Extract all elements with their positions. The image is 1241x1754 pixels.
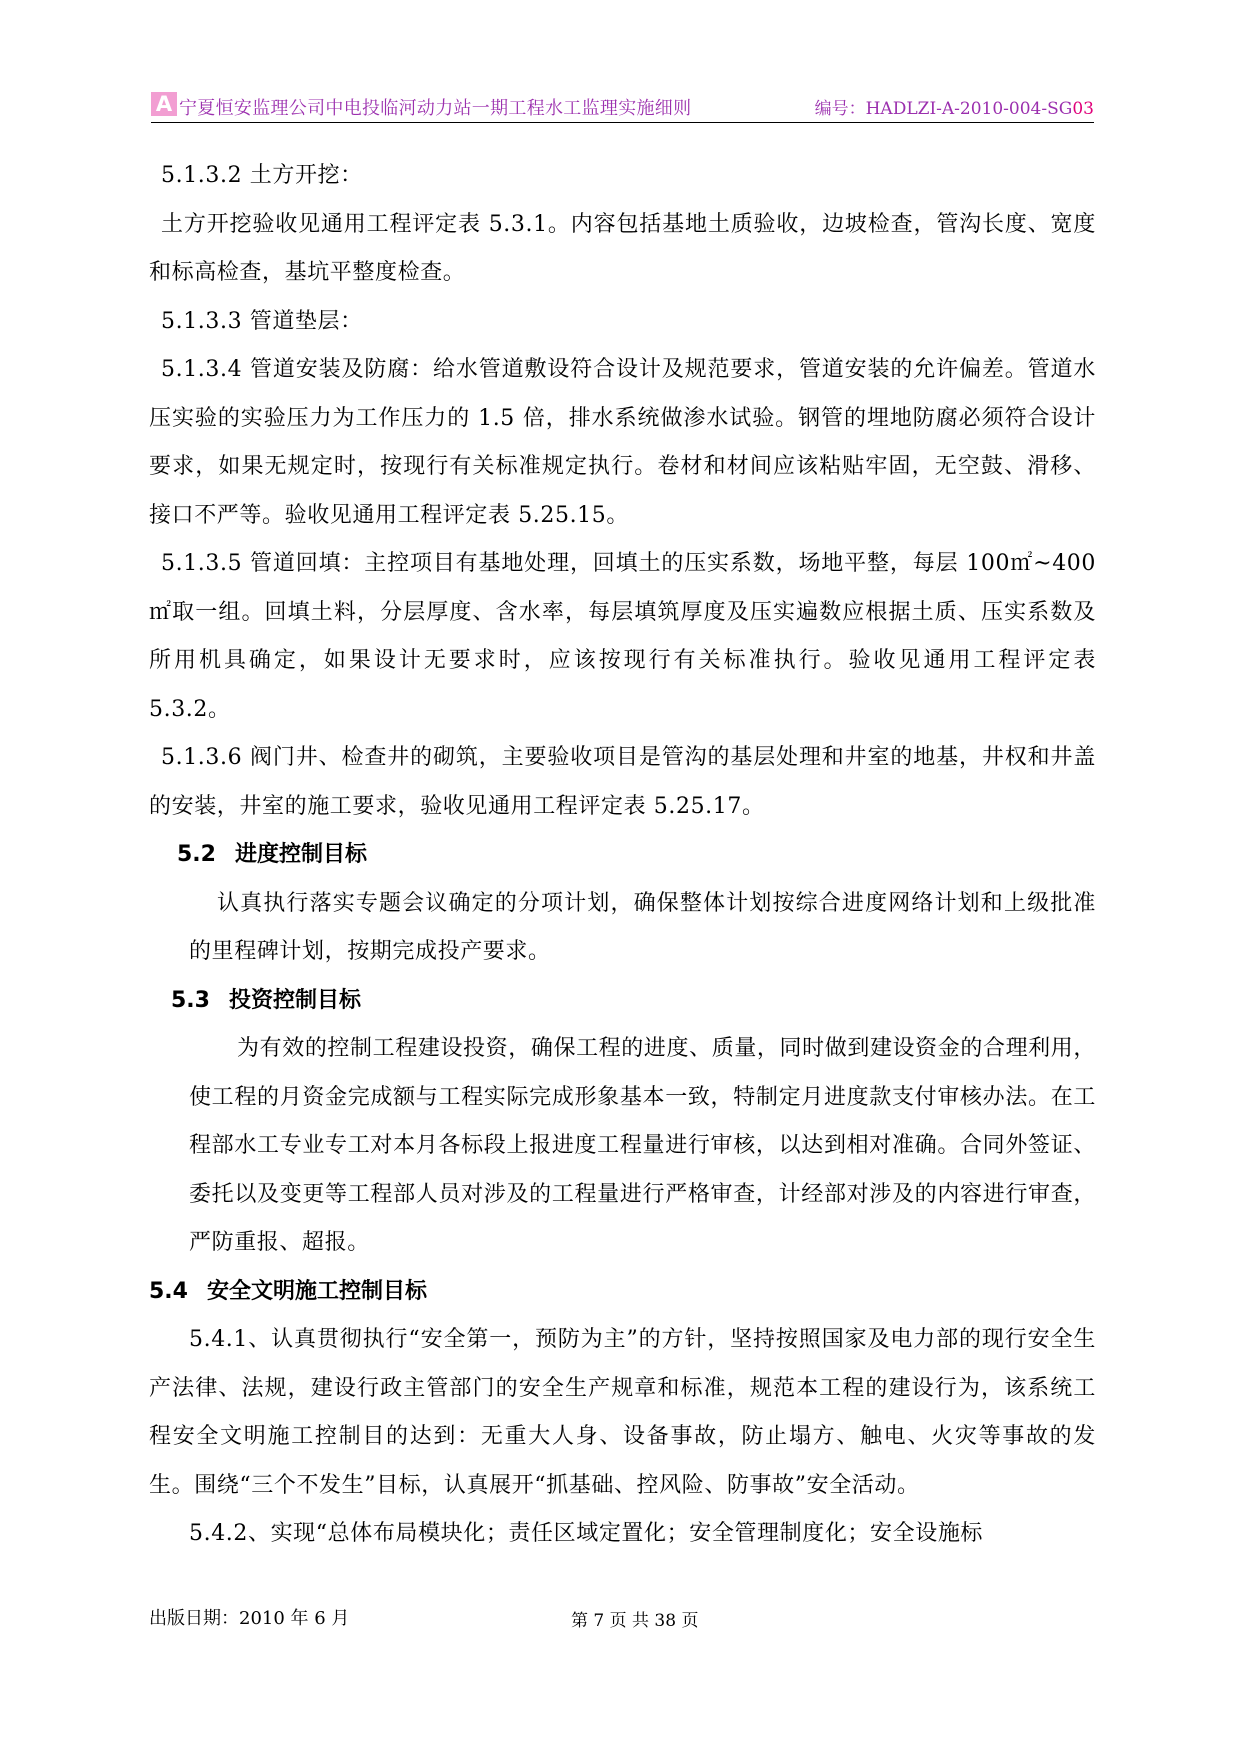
paragraph-5-1-3-2: 5.1.3.2 土方开挖：: [161, 163, 363, 188]
paragraph-schedule: 认真执行落实专题会议确定的分项计划，确保整体计划按综合进度网络计划和上级批准的里程碑计划，按期完成投产要求。: [189, 890, 1096, 964]
company-logo: A: [151, 92, 177, 116]
header-title: 宁夏恒安监理公司中电投临河动力站一期工程水工监理实施细则: [179, 98, 692, 119]
section-number: 5.3: [171, 987, 210, 1013]
section-title: 安全文明施工控制目标: [207, 1278, 428, 1304]
paragraph-5-1-3-3: 5.1.3.3 管道垫层：: [161, 308, 363, 334]
document-code-prefix: 编号：HADLZⅠ-A-2010-004-SG: [814, 99, 1073, 119]
paragraph-5-1-3-4: 5.1.3.4 管道安装及防腐：给水管道敷设符合设计及规范要求，管道安装的允许偏差。管道水压实验的实验压力为工作压力的 1.5 倍，排水系统做渗水试验。钢管的埋地防腐必须符合设计要求，如果无规定时，按现行有关标准规定执行。卷材和材间应该粘贴牢固，无空鼓、滑移、接口不严等。验收见通用工程评定表 5.25.15。: [149, 357, 1096, 528]
page-footer: [149, 1604, 1096, 1634]
paragraph-investment: 为有效的控制工程建设投资，确保工程的进度、质量，同时做到建设资金的合理利用，使工程的月资金完成额与工程实际完成形象基本一致，特制定月进度款支付审核办法。在工程部水工专业专工对本月各标段上报进度工程量进行审核，以达到相对准确。合同外签证、委托以及变更等工程部人员对涉及的工程量进行严格审查，计经部对涉及的内容进行审查，严防重报、超报。: [189, 1036, 1096, 1255]
document-code-suffix: 03: [1072, 99, 1094, 119]
paragraph-earthwork: 土方开挖验收见通用工程评定表 5.3.1。内容包括基地土质验收，边坡检查，管沟长度、宽度和标高检查，基坑平整度检查。: [149, 211, 1096, 285]
section-number: 5.2: [177, 842, 216, 867]
publish-date: 出版日期：2010 年 6 月: [149, 1608, 350, 1629]
section-number: 5.4: [149, 1278, 188, 1304]
paragraph-5-1-3-5: 5.1.3.5 管道回填：主控项目有基地处理，回填土的压实系数，场地平整，每层 100㎡~400㎡取一组。回填土料，分层厚度、含水率，每层填筑厚度及压实遍数应根据土质、压实系数及所用机具确定，如果设计无要求时，应该按现行有关标准执行。验收见通用工程评定表 5.3.2。: [149, 551, 1096, 722]
page-number: 第 7 页 共 38 页: [571, 1611, 699, 1631]
section-heading-5-4: [149, 1268, 1096, 1317]
page-header: [151, 88, 1094, 123]
paragraph-5-4-2: 5.4.2、实现“总体布局模块化；责任区域定置化；安全管理制度化；安全设施标: [189, 1521, 984, 1546]
document-code: [815, 94, 1094, 119]
section-heading-5-2: [149, 831, 1096, 880]
section-heading-5-3: [149, 977, 1096, 1026]
section-title: 投资控制目标: [229, 987, 362, 1013]
paragraph-5-1-3-6: 5.1.3.6 阀门井、检查井的砌筑，主要验收项目是管沟的基层处理和井室的地基，井权和井盖的安装，井室的施工要求，验收见通用工程评定表 5.25.17。: [149, 745, 1096, 819]
document-body: [149, 152, 1096, 1559]
section-title: 进度控制目标: [235, 842, 368, 867]
paragraph-5-4-1: 5.4.1、认真贯彻执行“安全第一，预防为主”的方针，坚持按照国家及电力部的现行安全生产法律、法规，建设行政主管部门的安全生产规章和标准，规范本工程的建设行为，该系统工程安全文明施工控制目的达到：无重大人身、设备事故，防止塌方、触电、火灾等事故的发生。围绕“三个不发生”目标，认真展开“抓基础、控风险、防事故”安全活动。: [149, 1327, 1096, 1498]
